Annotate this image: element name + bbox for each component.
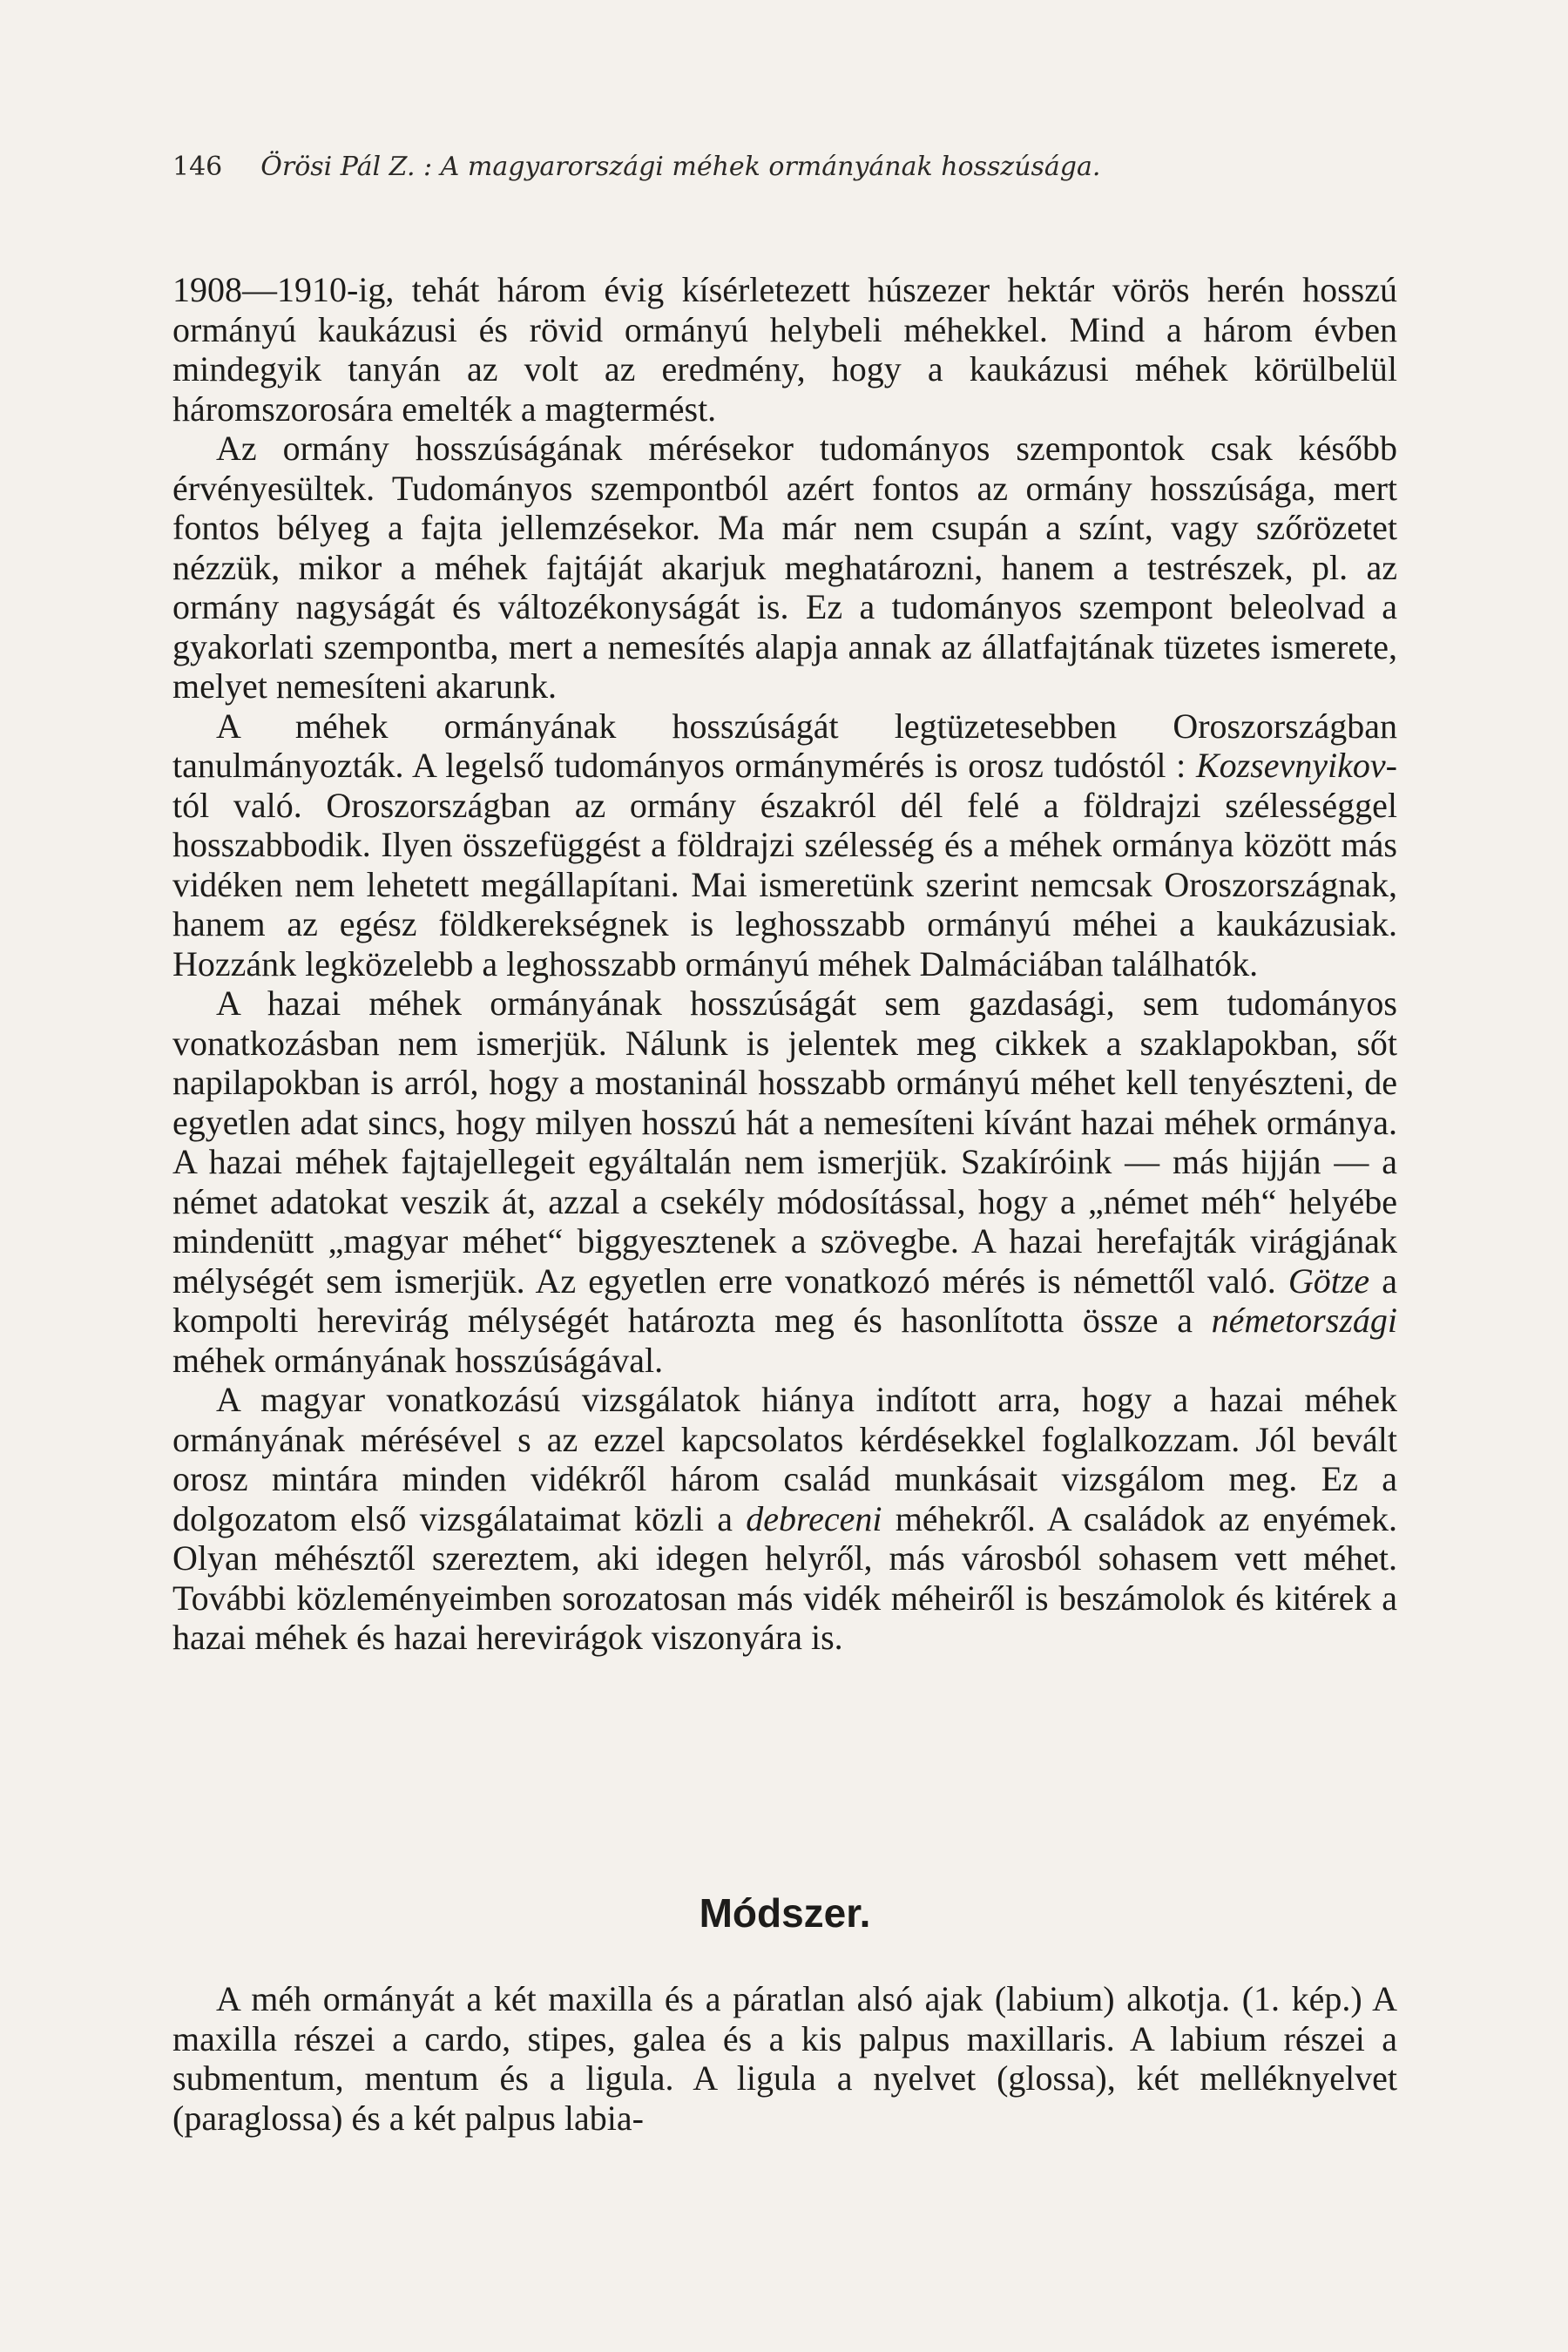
paragraph-4-text-a: A hazai méhek ormányának hosszúságát sem gazdasági, sem tudományos vonatkozásban nem ismerjük. Nálunk is jelentek meg cikkek a szaklapokban, sőt napilapokban is arról, hogy a mostaninál hosszabb ormányú méhet kell tenyészteni, de egyetlen adat sincs, hogy milyen hosszú hát a nemesíteni kívánt hazai méhek ormánya. A hazai méhek fajtajellegeit egyáltalán nem ismerjük. Szakíróink — más hijján — a német adatokat veszik át, azzal a csekély módosítással, hogy a „német méh“ helyébe mindenütt „magyar méhet“ biggyesztenek a szövegbe. A hazai herefajták virágjának mélységét sem ismerjük. Az egyetlen erre vonatkozó mérés is némettől való.	[172, 983, 1397, 1301]
section-paragraph: A méh ormányát a két maxilla és a páratlan alsó ajak (labium) alkotja. (1. kép.) A maxilla részei a cardo, stipes, galea és a kis palpus maxillaris. A labium részei a submentum, mentum és a ligula. A ligula a nyelvet (glossa), két melléknyelvet (paraglossa) és a két palpus labia-	[172, 1979, 1397, 2138]
paragraph-4	[172, 983, 1397, 1380]
paragraph-3-text-b: -tól való. Oroszországban az ormány északról dél felé a földrajzi szélességgel hosszabbodik. Ilyen összefüggést a földrajzi szélesség és a méhek ormánya között más vidéken nem lehetett megállapítani. Mai ismeretünk szerint nemcsak Oroszországnak, hanem az egész földkerekségnek is leghosszabb ormányú méhei a kaukázusiak. Hozzánk legközelebb a leghosszabb ormányú méhek Dalmáciában találhatók.	[172, 746, 1397, 983]
paragraph-1: 1908—1910-ig, tehát három évig kísérletezett húszezer hektár vörös herén hosszú ormányú kaukázusi és rövid ormányú helybeli méhekkel. Mind a három évben mindegyik tanyán az volt az eredmény, hogy a kaukázusi méhek körülbelül háromszorosára emelték a magtermést.	[172, 270, 1397, 429]
paragraph-5	[172, 1380, 1397, 1658]
emphasis-debreceni: debreceni	[746, 1498, 882, 1538]
emphasis-nemetorszagi: németországi	[1211, 1301, 1397, 1340]
running-header	[172, 150, 1409, 185]
author-name-gotze: Götze	[1288, 1260, 1370, 1301]
paragraph-5-text-b: méhekről. A családok az enyémek. Olyan méhésztől szereztem, aki idegen helyről, más városból sohasem vett méhet. További közleményeimben sorozatosan más vidék méheiről is beszámolok és kitérek a hazai méhek és hazai herevirágok viszonyára is.	[172, 1498, 1397, 1657]
paragraph-4-text-c: méhek ormányának hosszúságával.	[172, 1340, 664, 1380]
paragraph-4-text-b: a kompolti herevirág mélységét határozta meg és hasonlította össze a	[172, 1260, 1397, 1340]
paragraph-3-text-a: A méhek ormányának hosszúságát legtüzetesebben Oroszországban tanulmányozták. A legelső tudományos ormánymérés is orosz tudóstól :	[172, 706, 1397, 785]
running-title: Örösi Pál Z. : A magyarországi méhek ormányának hosszúsága.	[260, 152, 1101, 182]
paragraph-2: Az ormány hosszúságának mérésekor tudományos szempontok csak később érvényesültek. Tudományos szempontból azért fontos az ormány hosszúsága, mert fontos bélyeg a fajta jellemzésekor. Ma már nem csupán a színt, vagy szőrözetet nézzük, mikor a méhek fajtáját akarjuk meghatározni, hanem a testrészek, pl. az ormány nagyságát és változékonyságát is. Ez a tudományos szempont beleolvad a gyakorlati szempontba, mert a nemesítés alapja annak az állatfajtának tüzetes ismerete, melyet nemesíteni akarunk.	[172, 429, 1397, 706]
paragraph-5-text-a: A magyar vonatkozású vizsgálatok hiánya indított arra, hogy a hazai méhek ormányának mérésével s az ezzel kapcsolatos kérdésekkel foglalkozzam. Jól bevált orosz mintára minden vidékről három család munkásait vizsgálom meg. Ez a dolgozatom első vizsgálataimat közli a	[172, 1380, 1397, 1538]
section-heading: Módszer.	[699, 1890, 871, 1936]
page-number: 146	[172, 152, 223, 182]
author-name-kozsevnyikov: Kozsevnyikov	[1195, 746, 1386, 785]
article-body	[172, 270, 1397, 1658]
section-body	[172, 1979, 1397, 2138]
paragraph-3	[172, 706, 1397, 984]
